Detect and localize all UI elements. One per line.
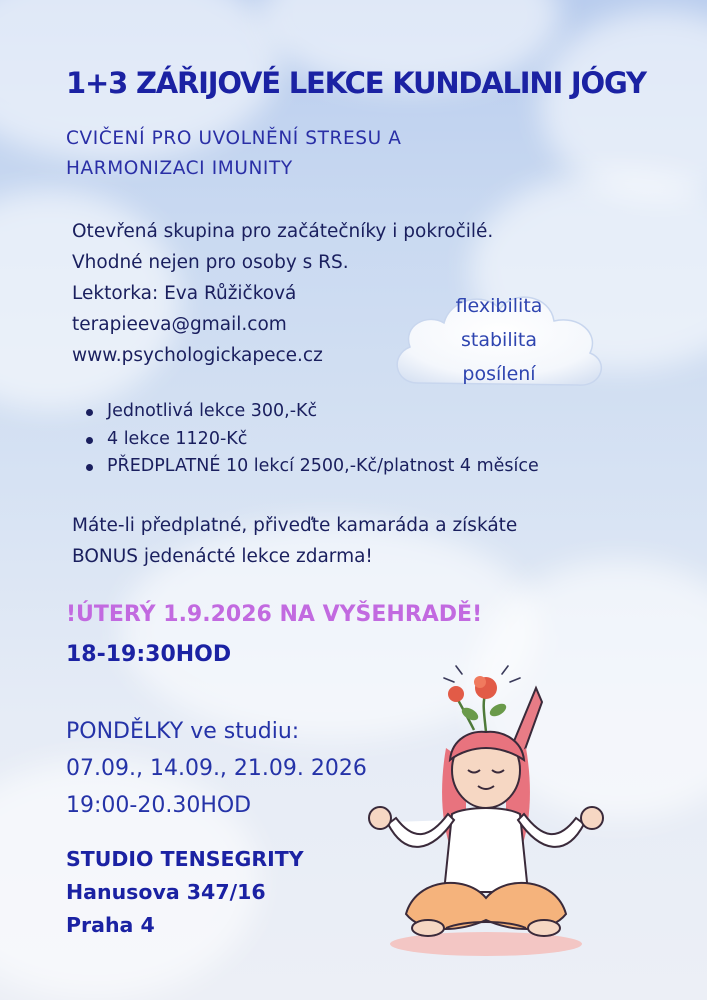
website-link[interactable]: www.psychologickapece.cz [72, 345, 323, 366]
email-link[interactable]: terapieeva@gmail.com [72, 314, 287, 335]
page-title: 1+3 ZÁŘIJOVÉ LEKCE KUNDALINI JÓGY [66, 66, 646, 100]
cloud-word-stability: stabilita [461, 329, 537, 351]
studio-city: Praha 4 [66, 913, 155, 937]
meditating-woman-icon [336, 652, 636, 972]
studio-address [66, 843, 304, 942]
monday-heading: PONDĚLKY ve studiu: [66, 719, 300, 744]
cloud-word-strengthening: posílení [462, 363, 536, 385]
info-line-group [72, 216, 493, 247]
cloud-word-flexibility: flexibilita [455, 295, 543, 317]
price-list [86, 398, 556, 481]
event-date: !ÚTERÝ 1.9.2026 NA VYŠEHRADĚ! [66, 602, 483, 627]
cloud-words [388, 289, 610, 391]
event-time: 18-19:30HOD [66, 642, 232, 667]
price-item: Jednotlivá lekce 300,-Kč [86, 398, 556, 426]
price-item: PŘEDPLATNÉ 10 lekcí 2500,-Kč/platnost 4 měsíce [86, 453, 556, 481]
info-group-text: Otevřená skupina pro začátečníky i pokročilé. [72, 221, 494, 242]
studio-street: Hanusova 347/16 [66, 880, 266, 904]
bonus-note: Máte-li předplatné, přiveďte kamaráda a získáte BONUS jedenácté lekce zdarma! [72, 515, 518, 567]
studio-name: STUDIO TENSEGRITY [66, 847, 304, 871]
monday-schedule [66, 713, 367, 824]
subtitle: CVIČENÍ PRO UVOLNĚNÍ STRESU A HARMONIZACI IMUNITY [66, 128, 402, 179]
monday-dates: 07.09., 14.09., 21.09. 2026 [66, 756, 367, 781]
price-item: 4 lekce 1120-Kč [86, 426, 556, 454]
info-line-suitability: Vhodné nejen pro osoby s RS. [72, 252, 349, 273]
cloud-badge [388, 283, 610, 395]
info-line-instructor: Lektorka: Eva Růžičková [72, 283, 297, 304]
monday-time: 19:00-20.30HOD [66, 793, 252, 818]
